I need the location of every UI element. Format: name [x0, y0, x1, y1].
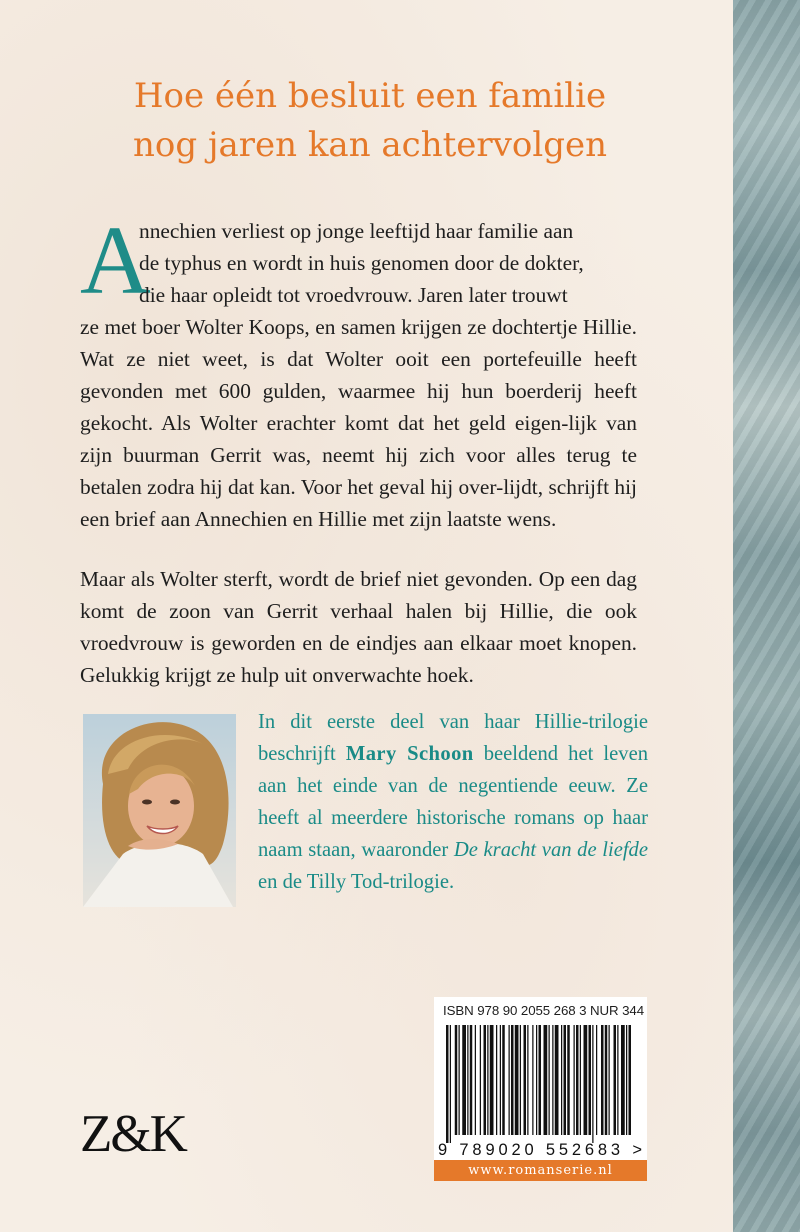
barcode-bar — [496, 1025, 497, 1135]
intro-rest: ze met boer Wolter Koops, en samen krijgen ze dochtertje Hillie. Wat ze niet weet, is dat Wolter ooit een portefeuille heeft gevonden met 600 gulden, waarmee hij hun boerderij heeft gekocht. Als Wolter erachter komt dat het geld eigen-lijk van zijn buurman Gerrit was, neemt hij zich voor alles terug te betalen zodra hij dat kan. Voor het geval hij over-lijdt, schrijft hij een brief aan Annechien en Hillie met zijn laatste wens. — [80, 315, 637, 531]
author-portrait-icon — [83, 714, 236, 907]
barcode-bar — [467, 1025, 468, 1135]
barcode-bar — [532, 1025, 533, 1135]
barcode-bar — [475, 1025, 476, 1135]
barcode-bar — [552, 1025, 553, 1135]
headline-line-2: nog jaren kan achtervolgen — [133, 125, 607, 165]
barcode-bar — [487, 1025, 488, 1135]
barcode-bar — [621, 1025, 625, 1135]
barcode-bar — [614, 1025, 617, 1135]
barcode-bar — [601, 1025, 604, 1135]
bio-text-3: en de Tilly Tod-trilogie. — [258, 871, 455, 893]
barcode-bar — [520, 1025, 521, 1135]
barcode-bar — [527, 1025, 528, 1135]
barcode-digits: 9 789020 552683 > — [438, 1141, 642, 1159]
barcode-bar — [455, 1025, 458, 1135]
barcode-bar — [567, 1025, 570, 1135]
drop-cap: A — [80, 207, 151, 315]
barcode-bar — [609, 1025, 610, 1135]
headline-line-1: Hoe één besluit een familie — [133, 76, 607, 116]
barcode-bar — [515, 1025, 519, 1135]
barcode-bar — [490, 1025, 494, 1135]
author-photo — [83, 714, 236, 907]
barcode-bar — [555, 1025, 559, 1135]
barcode-bar — [596, 1025, 597, 1135]
barcode-bar — [605, 1025, 608, 1135]
barcode-bar — [626, 1025, 627, 1135]
barcode-bar — [629, 1025, 632, 1135]
barcode-bar — [592, 1025, 593, 1143]
barcode-bar — [589, 1025, 592, 1135]
book-title: De kracht van de liefde — [453, 839, 648, 861]
headline — [60, 72, 680, 170]
author-name: Mary Schoon — [345, 743, 474, 765]
intro-line-3: die haar opleidt tot vroedvrouw. Jaren later trouwt — [139, 283, 568, 307]
author-bio — [258, 706, 648, 898]
isbn-label: ISBN 978 90 2055 268 3 NUR 344 — [443, 1003, 645, 1018]
barcode-bar — [561, 1025, 562, 1135]
publisher-logo: Z&K — [80, 1105, 186, 1163]
barcode-bar — [549, 1025, 550, 1135]
barcode-bar — [450, 1025, 451, 1143]
bio-text-2: beeldend het leven aan het einde van de negentiende eeuw. Ze heeft al meerdere historische romans op haar naam staan, waaronder — [258, 743, 649, 861]
second-paragraph: Maar als Wolter sterft, wordt de brief niet gevonden. Op een dag komt de zoon van Gerrit verhaal halen bij Hillie, die ook vroedvrouw is geworden en de eindjes aan elkaar moet knopen. Gelukkig krijgt ze hulp uit onverwachte hoek. — [80, 567, 637, 687]
barcode-bar — [502, 1025, 505, 1135]
barcode-bar — [524, 1025, 527, 1135]
barcode-bar — [580, 1025, 581, 1135]
barcode-bar — [462, 1025, 466, 1135]
barcode-bar — [446, 1025, 449, 1143]
bio-text-1: In dit eerste deel van haar Hillie-trilogie beschrijft — [258, 711, 648, 765]
barcode-bar — [511, 1025, 514, 1135]
barcode-bar — [500, 1025, 501, 1135]
intro-line-1: nnechien verliest op jonge leeftijd haar familie aan — [139, 219, 574, 243]
barcode-bar — [584, 1025, 588, 1135]
barcode-bar — [536, 1025, 537, 1135]
barcode-bar — [484, 1025, 487, 1135]
website-url: www.romanserie.nl — [434, 1160, 647, 1181]
isbn-box — [434, 997, 647, 1181]
barcode-bar — [564, 1025, 567, 1135]
barcode-bar — [470, 1025, 473, 1135]
cover-edge-texture — [733, 0, 800, 1232]
intro-line-2: de typhus en wordt in huis genomen door de dokter, — [139, 251, 584, 275]
barcode-bar — [617, 1025, 618, 1135]
barcode-bar — [544, 1025, 548, 1135]
barcode-bar — [509, 1025, 510, 1135]
barcode-bar — [459, 1025, 460, 1135]
barcode-bar — [576, 1025, 579, 1135]
intro-paragraph — [80, 215, 637, 535]
barcode-bar — [574, 1025, 575, 1135]
barcode-bar — [480, 1025, 481, 1135]
barcode-icon — [434, 997, 647, 1160]
barcode-bar — [539, 1025, 542, 1135]
